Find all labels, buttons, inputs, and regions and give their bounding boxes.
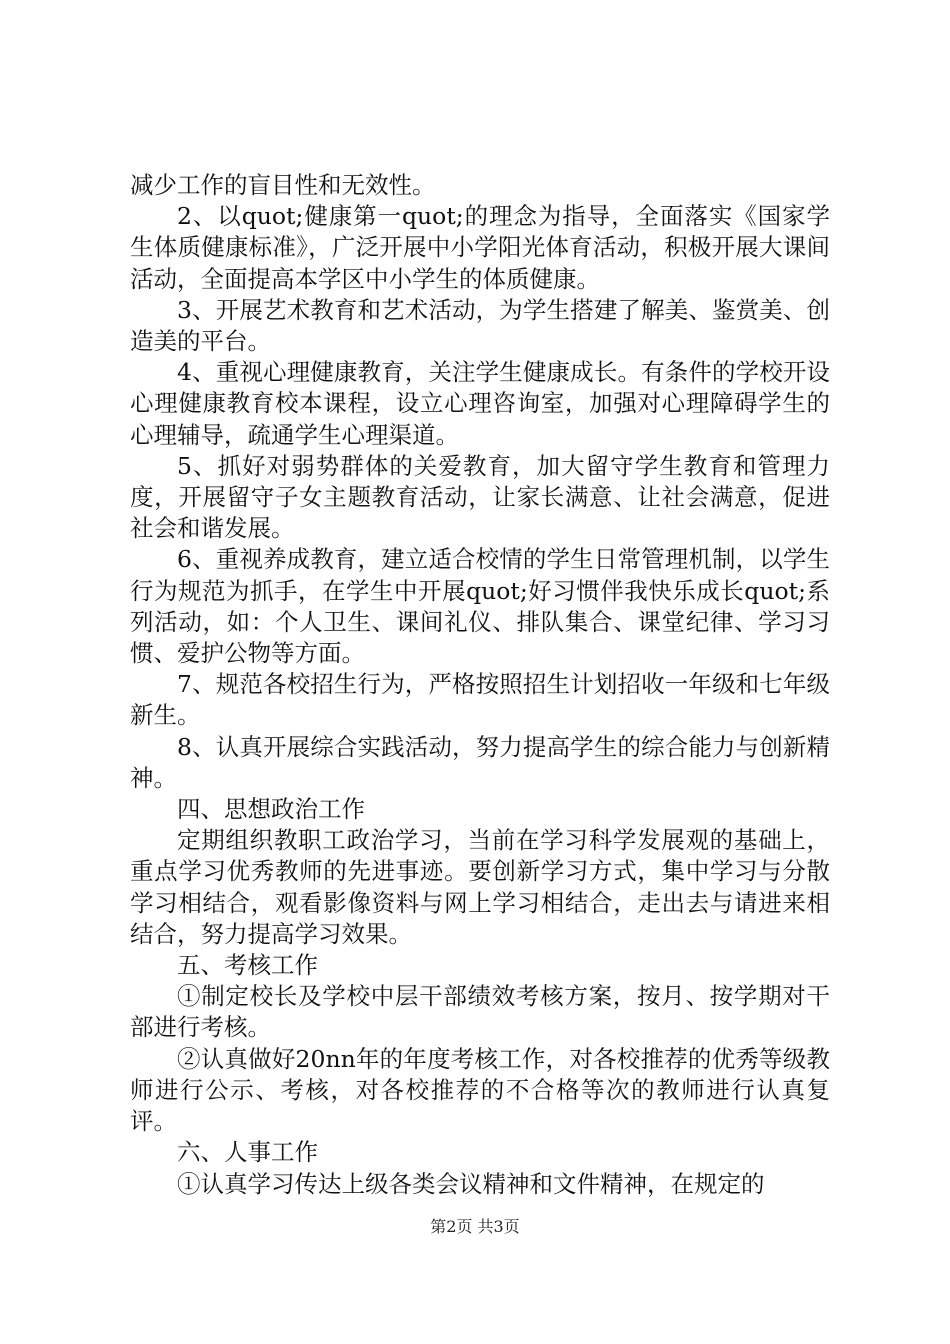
- paragraph: 6、重视养成教育，建立适合校情的学生日常管理机制，以学生行为规范为抓手，在学生中开展quot;好习惯伴我快乐成长quot;系列活动，如：个人卫生、课间礼仪、排队集合、课堂纪律、学习习惯、爱护公物等方面。: [130, 545, 830, 668]
- paragraph: 3、开展艺术教育和艺术活动，为学生搭建了解美、鉴赏美、创造美的平台。: [130, 295, 830, 356]
- paragraph: 8、认真开展综合实践活动，努力提高学生的综合能力与创新精神。: [130, 732, 830, 792]
- paragraph: 5、抓好对弱势群体的关爱教育，加大留守学生教育和管理力度，开展留守子女主题教育活动，让家长满意、让社会满意，促进社会和谐发展。: [130, 451, 830, 543]
- paragraph: 4、重视心理健康教育，关注学生健康成长。有条件的学校开设心理健康教育校本课程，设立心理咨询室，加强对心理障碍学生的心理辅导，疏通学生心理渠道。: [130, 358, 830, 449]
- paragraph: ①认真学习传达上级各类会议精神和文件精神，在规定的: [177, 1169, 765, 1198]
- paragraph: ②认真做好20nn年的年度考核工作，对各校推荐的优秀等级教师进行公示、考核，对各校推荐的不合格等次的教师进行认真复评。: [130, 1044, 830, 1136]
- section-heading: 四、思想政治工作: [177, 795, 365, 824]
- section-heading: 六、人事工作: [177, 1138, 318, 1167]
- page-footer: 第2页 共3页: [430, 1217, 520, 1236]
- document-body: [130, 170, 830, 1200]
- paragraph: 定期组织教职工政治学习，当前在学习科学发展观的基础上，重点学习优秀教师的先进事迹。要创新学习方式，集中学习与分散学习相结合，观看影像资料与网上学习相结合，走出去与请进来相结合，努力提高学习效果。: [130, 826, 830, 948]
- paragraph: ①制定校长及学校中层干部绩效考核方案，按月、按学期对干部进行考核。: [130, 982, 830, 1042]
- paragraph: 7、规范各校招生行为，严格按照招生计划招收一年级和七年级新生。: [130, 670, 830, 730]
- section-heading: 五、考核工作: [177, 951, 318, 980]
- paragraph: 2、以quot;健康第一quot;的理念为指导，全面落实《国家学生体质健康标准》，广泛开展中小学阳光体育活动，积极开展大课间活动，全面提高本学区中小学生的体质健康。: [130, 202, 830, 293]
- paragraph: 减少工作的盲目性和无效性。: [130, 171, 436, 199]
